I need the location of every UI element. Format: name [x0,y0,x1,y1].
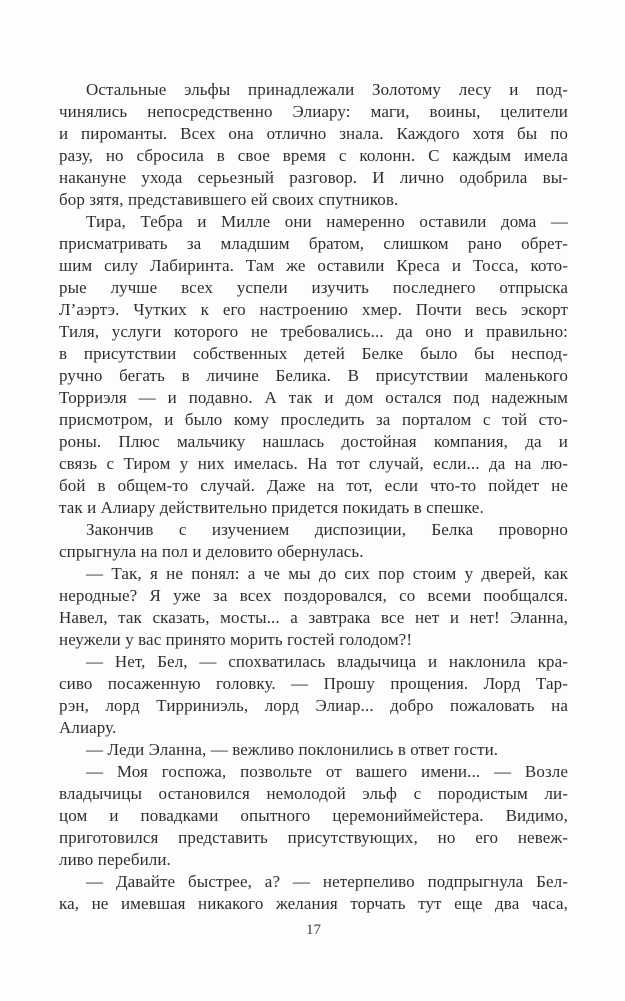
page-text [59,79,568,915]
paragraph [59,651,568,739]
text-line: — Леди Эланна, — вежливо поклонились в ответ гости. [86,740,499,759]
paragraph [59,211,568,519]
paragraph [59,79,568,211]
text-line: — Так, я не понял: а че мы до сих пор стоим у дверей, как [86,564,568,583]
text-line: Навел, так сказать, мосты... а завтрака все нет и нет! Эланна, [59,608,568,627]
text-line: разу, но сбросила в свое время с колонн. С каждым имела [59,146,568,165]
text-line: — Моя госпожа, позвольте от вашего имени... — Возле [86,762,568,781]
text-line: неродные? Я уже за всех поздоровался, со всеми пообщался. [59,586,568,605]
text-line: Закончив с изучением диспозиции, Белка проворно [86,520,568,539]
text-line: Л’аэртэ. Чутких к его настроению хмер. Почти весь эскорт [59,300,568,319]
text-line: — Давайте быстрее, а? — нетерпеливо подпрыгнула Бел- [86,872,568,891]
text-line: владычицы остановился немолодой эльф с породистым ли- [59,784,568,803]
text-line: накануне ухода серьезный разговор. И лично одобрила вы- [59,168,568,187]
text-line: Торриэля — и подавно. А так и дом остался под надежным [59,388,568,407]
text-line: цом и повадками опытного церемониймейстера. Видимо, [59,806,568,825]
text-line: неужели у вас принято морить гостей голодом?! [59,630,413,649]
text-line: в присутствии собственных детей Белке было бы неспод- [59,344,568,363]
page-number: 17 [306,922,321,938]
text-line: чинялись непосредственно Элиару: маги, воины, целители [59,102,568,121]
text-line: Алиару. [59,718,117,737]
text-line: так и Алиару действительно придется покидать в спешке. [59,498,484,517]
text-line: ливо перебили. [59,850,171,869]
paragraph [59,563,568,651]
text-line: — Нет, Бел, — спохватилась владычица и наклонила кра- [86,652,568,671]
text-line: ка, не имевшая никакого желания торчать тут еще два часа, [59,894,568,913]
text-line: рэн, лорд Тирриниэль, лорд Элиар... добро пожаловать на [59,696,568,715]
text-line: Остальные эльфы принадлежали Золотому лесу и под- [86,80,568,99]
text-line: роны. Плюс мальчику нашлась достойная компания, да и [59,432,568,451]
paragraph [59,761,568,871]
text-line: бой в общем-то случай. Даже на тот, если что-то пойдет не [59,476,568,495]
text-line: присмотром, и было кому проследить за порталом с той сто- [59,410,568,429]
text-line: спрыгнула на пол и деловито обернулась. [59,542,364,561]
text-line: и пироманты. Всех она отлично знала. Каждого хотя бы по [59,124,568,143]
text-line: связь с Тиром у них имелась. На тот случай, если... да на лю- [59,454,568,473]
text-line: шим силу Лабиринта. Там же оставили Креса и Тосса, кото- [59,256,568,275]
text-line: бор зятя, представившего ей своих спутников. [59,190,399,209]
text-line: Тиля, услуги которого не требовались... да оно и правильно: [59,322,568,341]
text-line: Тира, Тебра и Милле они намеренно оставили дома — [86,212,568,231]
text-line: приготовился представить присутствующих, но его невеж- [59,828,568,847]
paragraph [59,871,568,915]
text-line: присматривать за младшим братом, слишком рано обрет- [59,234,568,253]
paragraph [59,519,568,563]
text-line: ручно бегать в личине Белика. В присутствии маленького [59,366,568,385]
text-line: рые лучше всех успели изучить последнего отпрыска [59,278,568,297]
text-line: сиво посаженную головку. — Прошу прощения. Лорд Тар- [59,674,568,693]
paragraph [59,739,568,761]
